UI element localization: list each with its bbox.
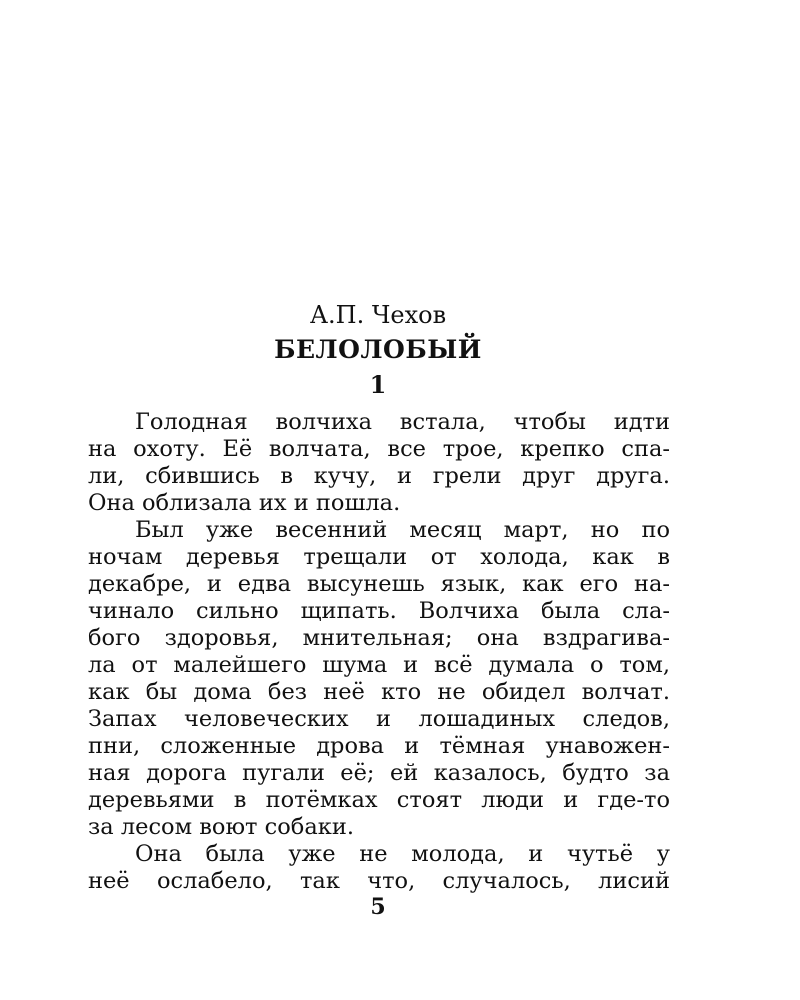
text-line: Был уже весенний месяц март, но по <box>135 517 670 543</box>
text-line: за лесом воют собаки. <box>88 814 354 840</box>
text-line: Голодная волчиха встала, чтобы идти <box>135 409 670 435</box>
text-line: Запах человеческих и лошадиных следов, <box>88 706 670 732</box>
text-line: пни, сложенные дрова и тёмная унавожен- <box>88 733 670 759</box>
text-line: как бы дома без неё кто не обидел волчат. <box>88 679 670 705</box>
text-line: Она облизала их и пошла. <box>88 490 401 516</box>
text-line: ли, сбившись в кучу, и грели друг друга. <box>88 463 670 489</box>
author-name: А.П. Чехов <box>309 301 447 329</box>
text-line: декабре, и едва высунешь язык, как его на- <box>88 571 670 597</box>
text-line: неё ослабело, так что, случалось, лисий <box>88 868 670 894</box>
text-line: Она была уже не молода, и чутьё у <box>135 841 670 867</box>
text-line: чинало сильно щипать. Волчиха была сла- <box>88 598 670 624</box>
text-line: ночам деревья трещали от холода, как в <box>88 544 670 570</box>
story-title: БЕЛОЛОБЫЙ <box>274 335 482 364</box>
text-line: ная дорога пугали её; ей казалось, будто за <box>88 760 670 786</box>
text-line: ла от малейшего шума и всё думала о том, <box>88 652 670 678</box>
text-line: бого здоровья, мнительная; она вздрагива- <box>88 625 670 651</box>
chapter-number: 1 <box>369 370 387 399</box>
story-text <box>88 409 670 895</box>
text-line: деревьями в потёмках стоят люди и где-то <box>88 787 670 813</box>
text-line: на охоту. Её волчата, все трое, крепко спа- <box>88 436 670 462</box>
page-number: 5 <box>370 894 386 920</box>
